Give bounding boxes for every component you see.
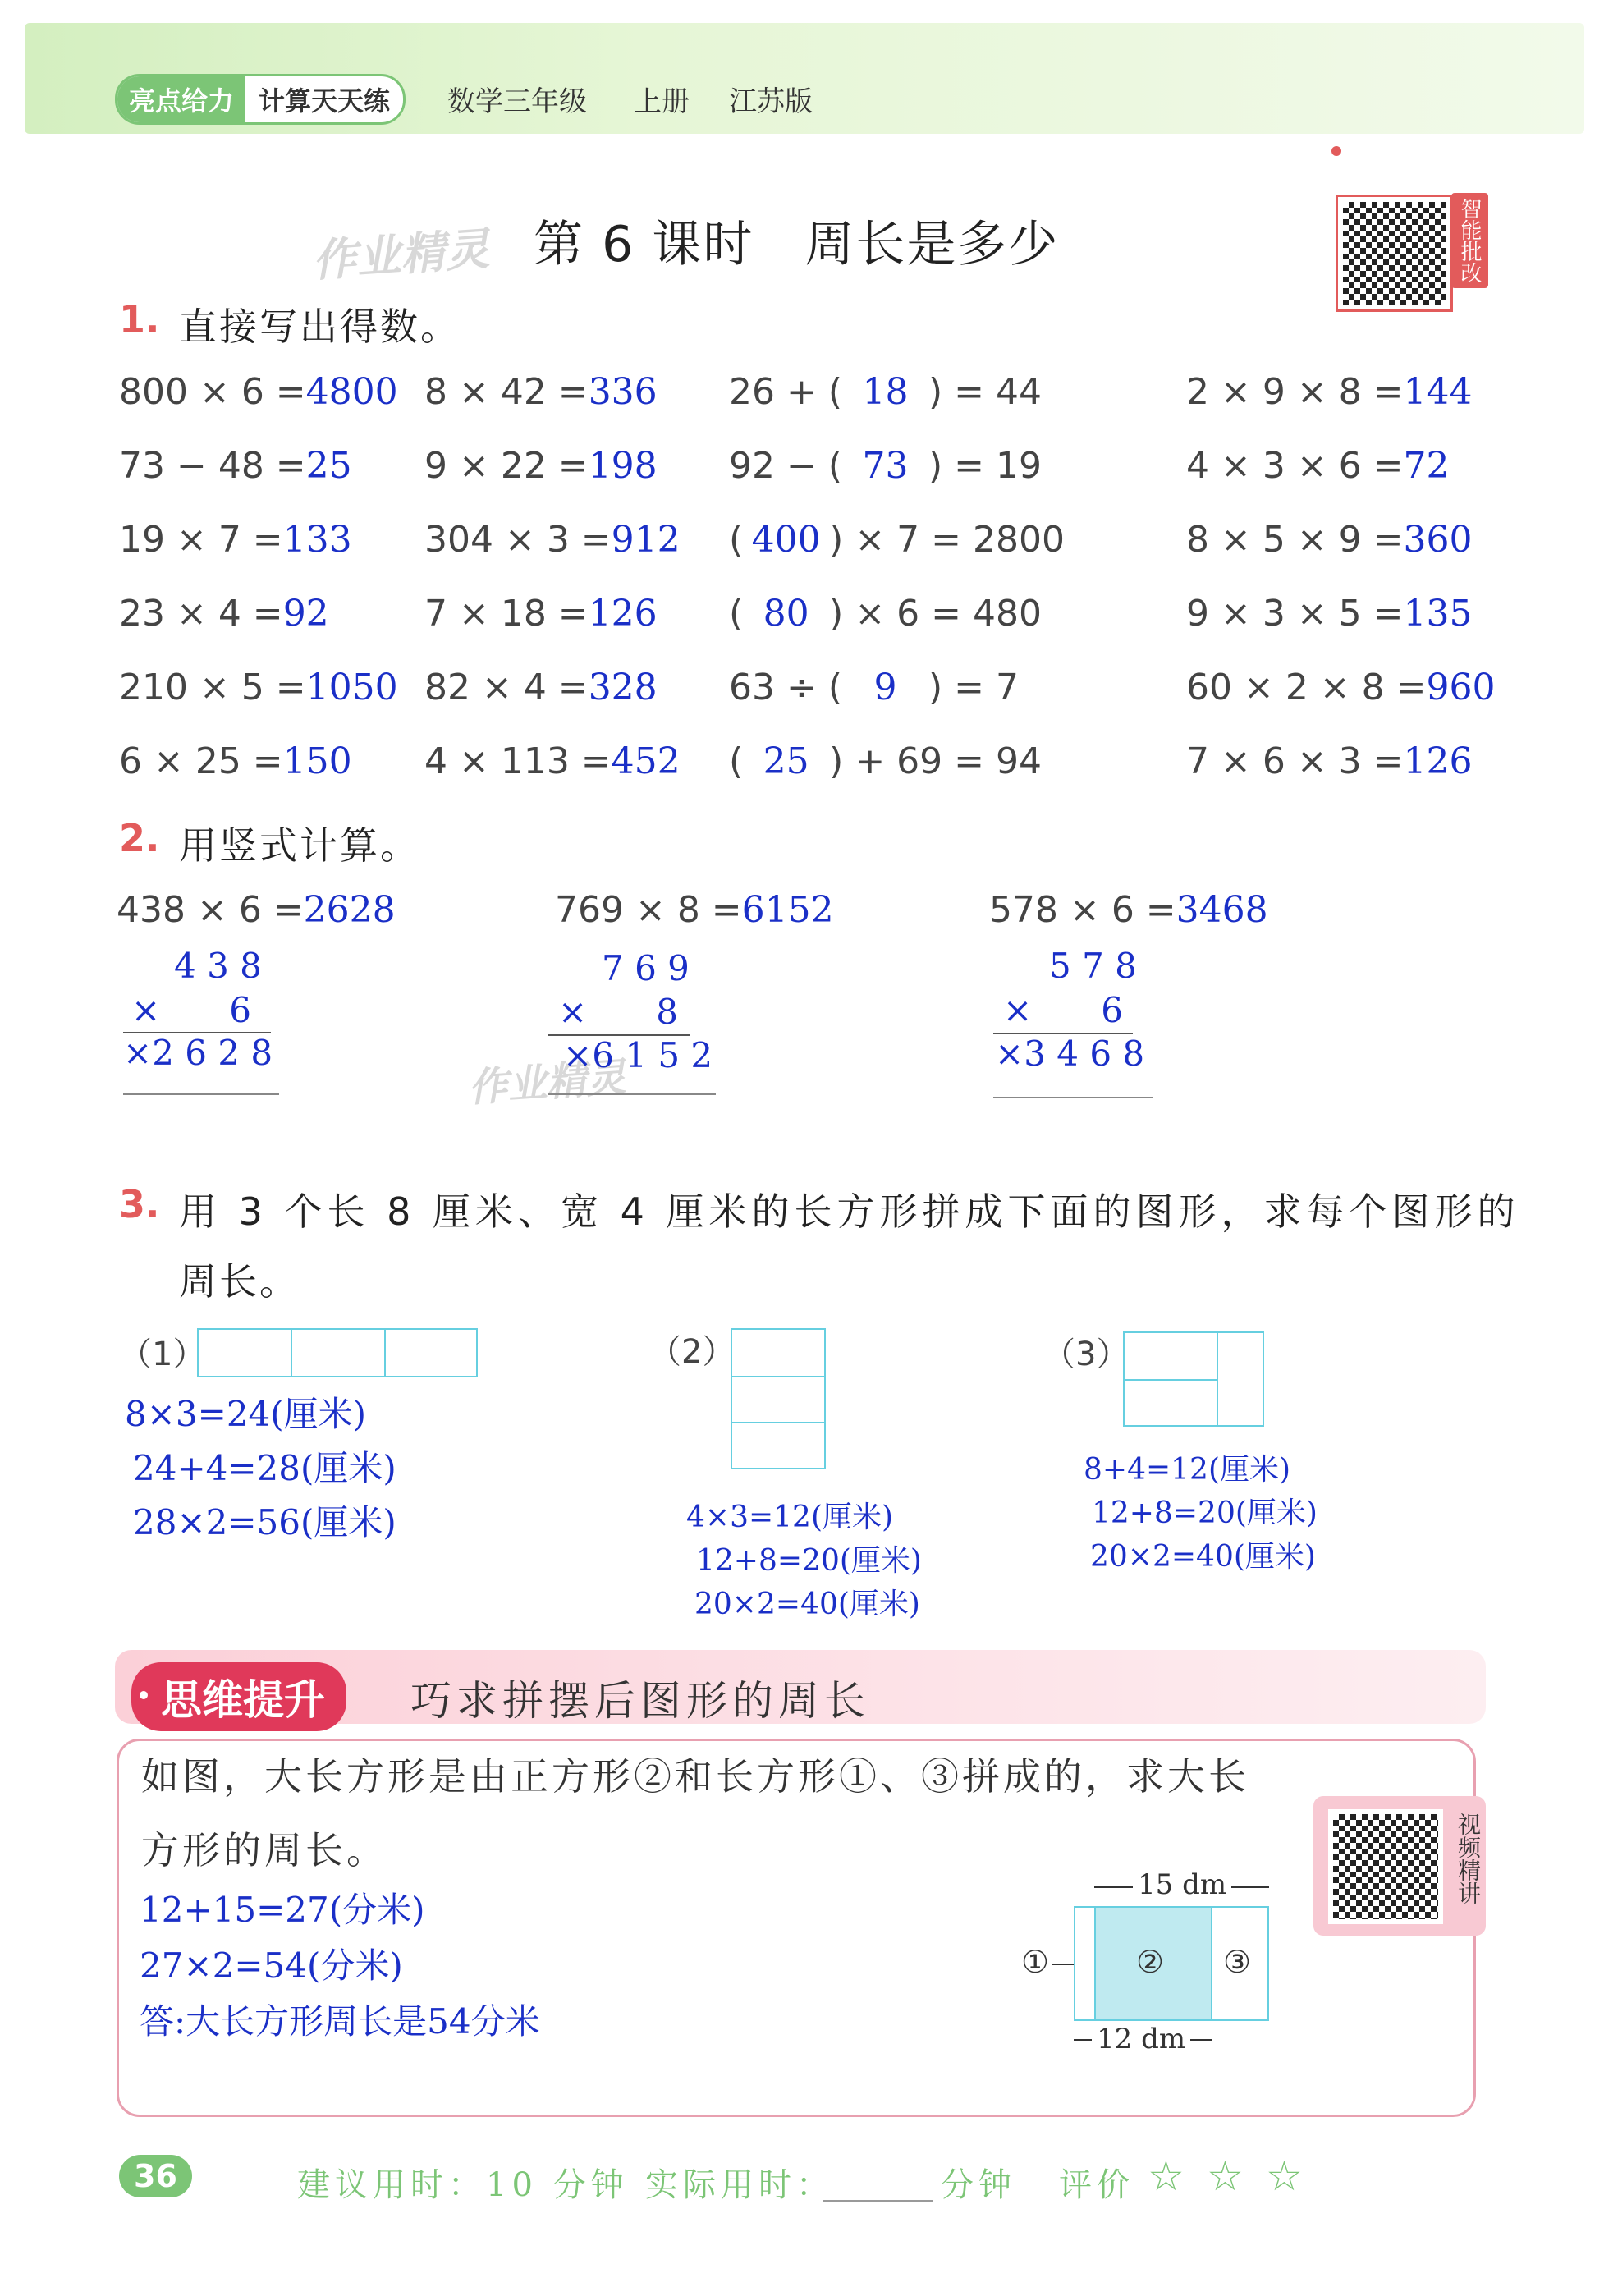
video-label: 视频精讲	[1455, 1813, 1482, 1904]
fig-label-3: ③	[1223, 1944, 1252, 1980]
q1-expr: 2 × 9 × 8 =	[1186, 371, 1404, 413]
q1-item	[119, 519, 352, 561]
q1-expr: 7 × 6 × 3 =	[1186, 740, 1404, 782]
q1-item	[424, 667, 658, 708]
q1-answer: 80	[763, 593, 809, 635]
q1-expr: 8 × 5 × 9 =	[1186, 519, 1404, 561]
q2-answer-1: 2628	[303, 889, 396, 931]
q2-vert-mul-3: × 6	[1003, 990, 1123, 1030]
q1-answer: 4800	[305, 371, 398, 413]
q1-item	[1186, 519, 1473, 561]
q2-vert-res-1: ×2 6 2 8	[123, 1033, 273, 1073]
actual-time-input[interactable]	[823, 2200, 933, 2202]
q1-expr-prefix: (	[729, 593, 744, 635]
q1-item	[729, 667, 1019, 708]
q1-expr: 9 × 22 =	[424, 445, 589, 487]
q2-answer-3: 3468	[1176, 889, 1268, 931]
q3-text-2: 周长。	[179, 1259, 300, 1304]
q3-sol1-line1: 8×3=24(厘米)	[125, 1394, 367, 1434]
suggested-time: 建议用时：10 分钟	[297, 2166, 629, 2204]
q1-expr: 210 × 5 =	[119, 667, 306, 708]
q1-expr: 8 × 42 =	[424, 371, 589, 413]
brand-name-b: 计算天天练	[259, 85, 391, 117]
watermark-2: 作业精灵	[466, 1054, 628, 1111]
q3-sol3-line3: 20×2=40(厘米)	[1090, 1540, 1316, 1574]
q1-item	[729, 593, 1042, 635]
think-problem-line2: 方形的周长。	[141, 1828, 387, 1872]
q1-answer: 328	[588, 667, 658, 708]
rect-a	[731, 1328, 826, 1377]
page-title: 第 6 课时 周长是多少	[534, 216, 1060, 273]
qr-label: 智能批改	[1451, 193, 1488, 288]
q1-answer: 150	[282, 740, 352, 782]
q3-sol2-line2: 12+8=20(厘米)	[696, 1544, 922, 1578]
q2-expr-3: 578 × 6 =	[989, 889, 1176, 931]
q1-expr: 73 − 48 =	[119, 445, 306, 487]
star-icon-1[interactable]: ☆	[1148, 2152, 1185, 2200]
q1-item	[729, 519, 1065, 561]
rect-a	[1123, 1331, 1218, 1381]
q1-number: 1.	[119, 297, 160, 341]
q1-answer: 400	[751, 519, 821, 561]
q1-item	[1186, 371, 1473, 413]
q2-vert-res-2: ×6 1 5 2	[563, 1035, 713, 1075]
q1-expr: 304 × 3 =	[424, 519, 612, 561]
q1-expr-prefix: 92 − (	[729, 445, 842, 487]
rect-a	[197, 1328, 292, 1377]
q1-item	[424, 371, 658, 413]
q1-answer: 452	[611, 740, 681, 782]
q3-sol2-line1: 4×3=12(厘米)	[686, 1501, 894, 1534]
q1-expr: 23 × 4 =	[119, 593, 283, 635]
q2-vert-res-3: ×3 4 6 8	[995, 1033, 1145, 1074]
q1-item	[424, 740, 681, 782]
rect-b	[1123, 1379, 1218, 1427]
think-problem-line1: 如图，大长方形是由正方形②和长方形①、③拼成的，求大长	[141, 1754, 1249, 1799]
q1-expr-prefix: 26 + (	[729, 371, 842, 413]
q2-number: 2.	[119, 816, 160, 860]
hanger-dot-icon	[1331, 146, 1341, 156]
dim-top: 15 dm	[1133, 1868, 1231, 1901]
q1-item	[1186, 667, 1496, 708]
q1-item	[424, 445, 658, 487]
watermark: 作业精灵	[310, 222, 492, 287]
q1-item	[1186, 593, 1473, 635]
q1-answer: 960	[1426, 667, 1496, 708]
q2-underline-3	[993, 1097, 1153, 1098]
q1-expr: 4 × 3 × 6 =	[1186, 445, 1404, 487]
q1-expr: 7 × 18 =	[424, 593, 589, 635]
dim-bottom: 12 dm	[1092, 2023, 1190, 2055]
q1-item	[119, 371, 398, 413]
fig-label-2: ②	[1136, 1944, 1165, 1980]
q1-expr: 800 × 6 =	[119, 371, 306, 413]
q3-figure-2	[731, 1328, 826, 1469]
q1-answer: 9	[873, 667, 897, 708]
q1-answer: 336	[588, 371, 658, 413]
q2-expr-1: 438 × 6 =	[117, 889, 304, 931]
q2-underline-2	[548, 1093, 716, 1095]
rect-b	[291, 1328, 386, 1377]
star-icon-2[interactable]: ☆	[1207, 2152, 1244, 2200]
q1-answer: 72	[1403, 445, 1450, 487]
q2-underline-1	[123, 1093, 279, 1095]
header-volume: 上册	[634, 85, 690, 118]
q2-vert-top-1: 4 3 8	[174, 946, 262, 986]
q3-figure-1	[197, 1328, 478, 1377]
q1-item	[1186, 740, 1473, 782]
qr-code-icon[interactable]	[1338, 197, 1450, 309]
q3-label-1: （1）	[119, 1336, 206, 1373]
q1-expr-suffix: ) = 7	[928, 667, 1019, 708]
q3-number: 3.	[119, 1182, 160, 1226]
q1-answer: 73	[862, 445, 909, 487]
q1-expr-prefix: 63 ÷ (	[729, 667, 842, 708]
video-qr-code-icon[interactable]	[1328, 1809, 1443, 1924]
brand-logo	[115, 74, 406, 125]
q2-answer-2: 6152	[741, 889, 834, 931]
q1-answer: 360	[1403, 519, 1473, 561]
q1-item	[424, 519, 681, 561]
q1-item	[729, 445, 1042, 487]
q1-text: 直接写出得数。	[179, 305, 461, 349]
fig-label-1-leader	[1052, 1964, 1074, 1965]
q2-eq-3	[989, 889, 1268, 931]
q2-text: 用竖式计算。	[179, 823, 420, 868]
q1-item	[119, 445, 352, 487]
q3-sol1-line2: 24+4=28(厘米)	[133, 1448, 396, 1488]
rect-c	[1217, 1331, 1264, 1427]
q1-answer: 25	[305, 445, 352, 487]
q1-expr-suffix: ) = 19	[928, 445, 1042, 487]
header-subject: 数学三年级	[447, 85, 587, 118]
q2-vert-mul-2: × 8	[558, 992, 678, 1032]
star-icon-3[interactable]: ☆	[1266, 2152, 1303, 2200]
q3-label-2: （2）	[648, 1333, 736, 1371]
rect-b	[731, 1376, 826, 1423]
q1-item	[119, 740, 352, 782]
q1-expr-suffix: ) = 44	[928, 371, 1042, 413]
q1-answer: 144	[1403, 371, 1473, 413]
q2-eq-2	[555, 889, 834, 931]
think-subtitle: 巧求拼摆后图形的周长	[410, 1677, 870, 1725]
q2-vert-mul-1: × 6	[131, 990, 251, 1030]
q1-answer: 126	[1403, 740, 1473, 782]
q1-expr-suffix: ) + 69 = 94	[829, 740, 1042, 782]
q2-vert-top-3: 5 7 8	[1049, 946, 1137, 986]
tag-dot-icon	[140, 1691, 148, 1699]
q1-answer: 92	[282, 593, 329, 635]
q1-expr-suffix: ) × 6 = 480	[829, 593, 1042, 635]
q1-item	[424, 593, 658, 635]
rating-label: 评价	[1059, 2166, 1134, 2204]
q1-answer: 126	[588, 593, 658, 635]
header-edition: 江苏版	[729, 85, 813, 118]
q3-sol3-line1: 8+4=12(厘米)	[1084, 1453, 1291, 1487]
think-tag: 思维提升	[131, 1662, 346, 1731]
q2-vert-top-2: 7 6 9	[602, 948, 690, 988]
q3-label-3: （3）	[1043, 1336, 1130, 1373]
q1-expr: 19 × 7 =	[119, 519, 283, 561]
q1-expr: 60 × 2 × 8 =	[1186, 667, 1427, 708]
q1-expr: 4 × 113 =	[424, 740, 612, 782]
q1-item	[729, 740, 1042, 782]
q1-answer: 25	[763, 740, 809, 782]
q1-answer: 18	[862, 371, 909, 413]
q3-sol3-line2: 12+8=20(厘米)	[1092, 1496, 1318, 1530]
think-answer: 答:大长方形周长是54分米	[140, 2001, 540, 2042]
q1-expr: 9 × 3 × 5 =	[1186, 593, 1404, 635]
q2-expr-2: 769 × 8 =	[555, 889, 742, 931]
q2-eq-1	[117, 889, 396, 931]
q1-answer: 135	[1403, 593, 1473, 635]
q3-sol1-line3: 28×2=56(厘米)	[133, 1502, 396, 1542]
fig-label-1: ①	[1021, 1944, 1050, 1980]
q1-answer: 198	[588, 445, 658, 487]
q1-item	[729, 371, 1042, 413]
think-sol-line1: 12+15=27(分米)	[140, 1890, 425, 1930]
q3-sol2-line3: 20×2=40(厘米)	[694, 1588, 920, 1621]
q1-answer: 1050	[305, 667, 398, 708]
q1-expr-prefix: (	[729, 740, 744, 782]
q1-expr: 6 × 25 =	[119, 740, 283, 782]
rect-c	[384, 1328, 478, 1377]
page-number: 36	[119, 2155, 192, 2197]
rect-c	[731, 1422, 826, 1469]
q1-answer: 133	[282, 519, 352, 561]
think-sol-line2: 27×2=54(分米)	[140, 1945, 403, 1986]
q3-figure-3	[1123, 1331, 1264, 1427]
q1-expr-prefix: (	[729, 519, 744, 561]
actual-time-label: 实际用时：	[645, 2166, 834, 2204]
q1-expr: 82 × 4 =	[424, 667, 589, 708]
q3-text: 用 3 个长 8 厘米、宽 4 厘米的长方形拼成下面的图形，求每个图形的	[179, 1189, 1520, 1234]
brand-name-a: 亮点给力	[117, 76, 245, 123]
q1-item	[119, 593, 329, 635]
q1-answer: 912	[611, 519, 681, 561]
q1-item	[119, 667, 398, 708]
minutes-label: 分钟	[941, 2166, 1016, 2204]
q1-item	[1186, 445, 1450, 487]
q1-expr-suffix: ) × 7 = 2800	[829, 519, 1065, 561]
